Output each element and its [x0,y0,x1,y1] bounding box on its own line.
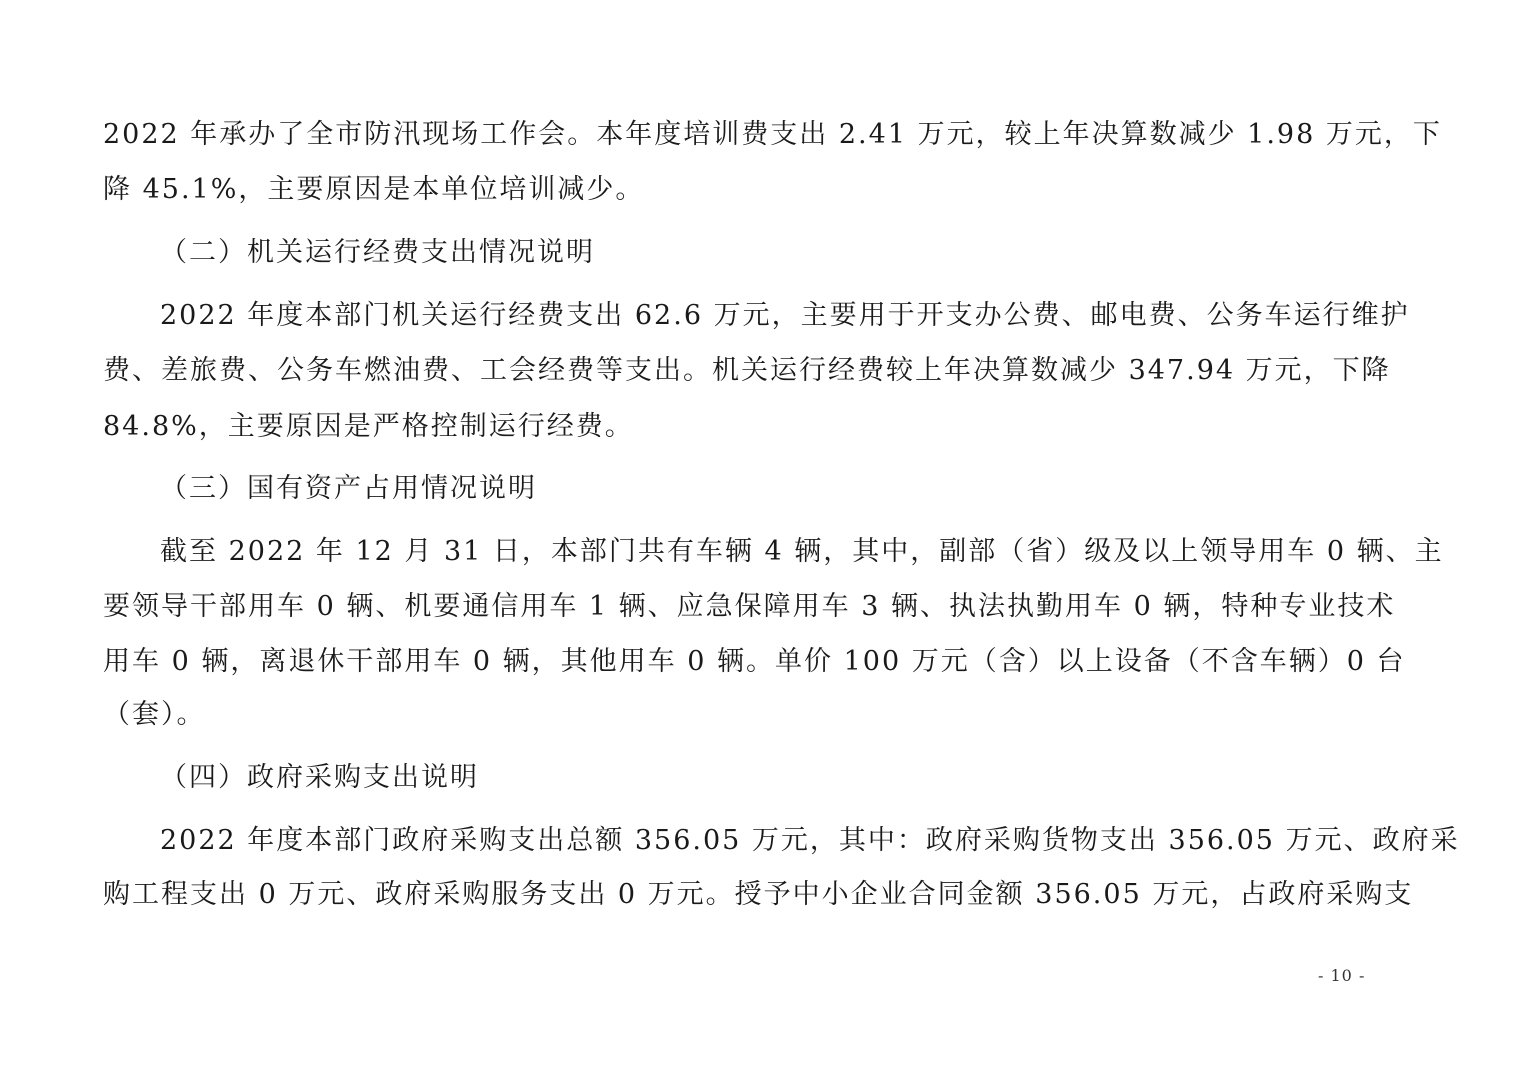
section-heading: （四）政府采购支出说明 [160,762,479,793]
paragraph-line: 用车 0 辆，离退休干部用车 0 辆，其他用车 0 辆。单价 100 万元（含）以上设备（不含车辆）0 台 [103,646,1406,677]
paragraph-line: 2022 年承办了全市防汛现场工作会。本年度培训费支出 2.41 万元，较上年决算数减少 1.98 万元，下 [103,119,1442,150]
paragraph-line: 购工程支出 0 万元、政府采购服务支出 0 万元。授予中小企业合同金额 356.05 万元，占政府采购支 [103,879,1414,910]
paragraph-line: 降 45.1%，主要原因是本单位培训减少。 [103,174,645,205]
section-heading: （二）机关运行经费支出情况说明 [160,237,595,268]
paragraph-line: 要领导干部用车 0 辆、机要通信用车 1 辆、应急保障用车 3 辆、执法执勤用车 0 辆，特种专业技术 [103,591,1396,622]
section-heading: （三）国有资产占用情况说明 [160,473,537,504]
page-number: - 10 - [1318,966,1366,985]
paragraph-line: 截至 2022 年 12 月 31 日，本部门共有车辆 4 辆，其中，副部（省）级及以上领导用车 0 辆、主 [160,536,1444,567]
paragraph-line: （套）。 [103,699,206,730]
paragraph-line: 84.8%，主要原因是严格控制运行经费。 [103,411,634,442]
paragraph-line: 2022 年度本部门机关运行经费支出 62.6 万元，主要用于开支办公费、邮电费、公务车运行维护 [160,300,1410,331]
paragraph-line: 2022 年度本部门政府采购支出总额 356.05 万元，其中：政府采购货物支出 356.05 万元、政府采 [160,825,1460,856]
paragraph-line: 费、差旅费、公务车燃油费、工会经费等支出。机关运行经费较上年决算数减少 347.94 万元，下降 [103,355,1391,386]
